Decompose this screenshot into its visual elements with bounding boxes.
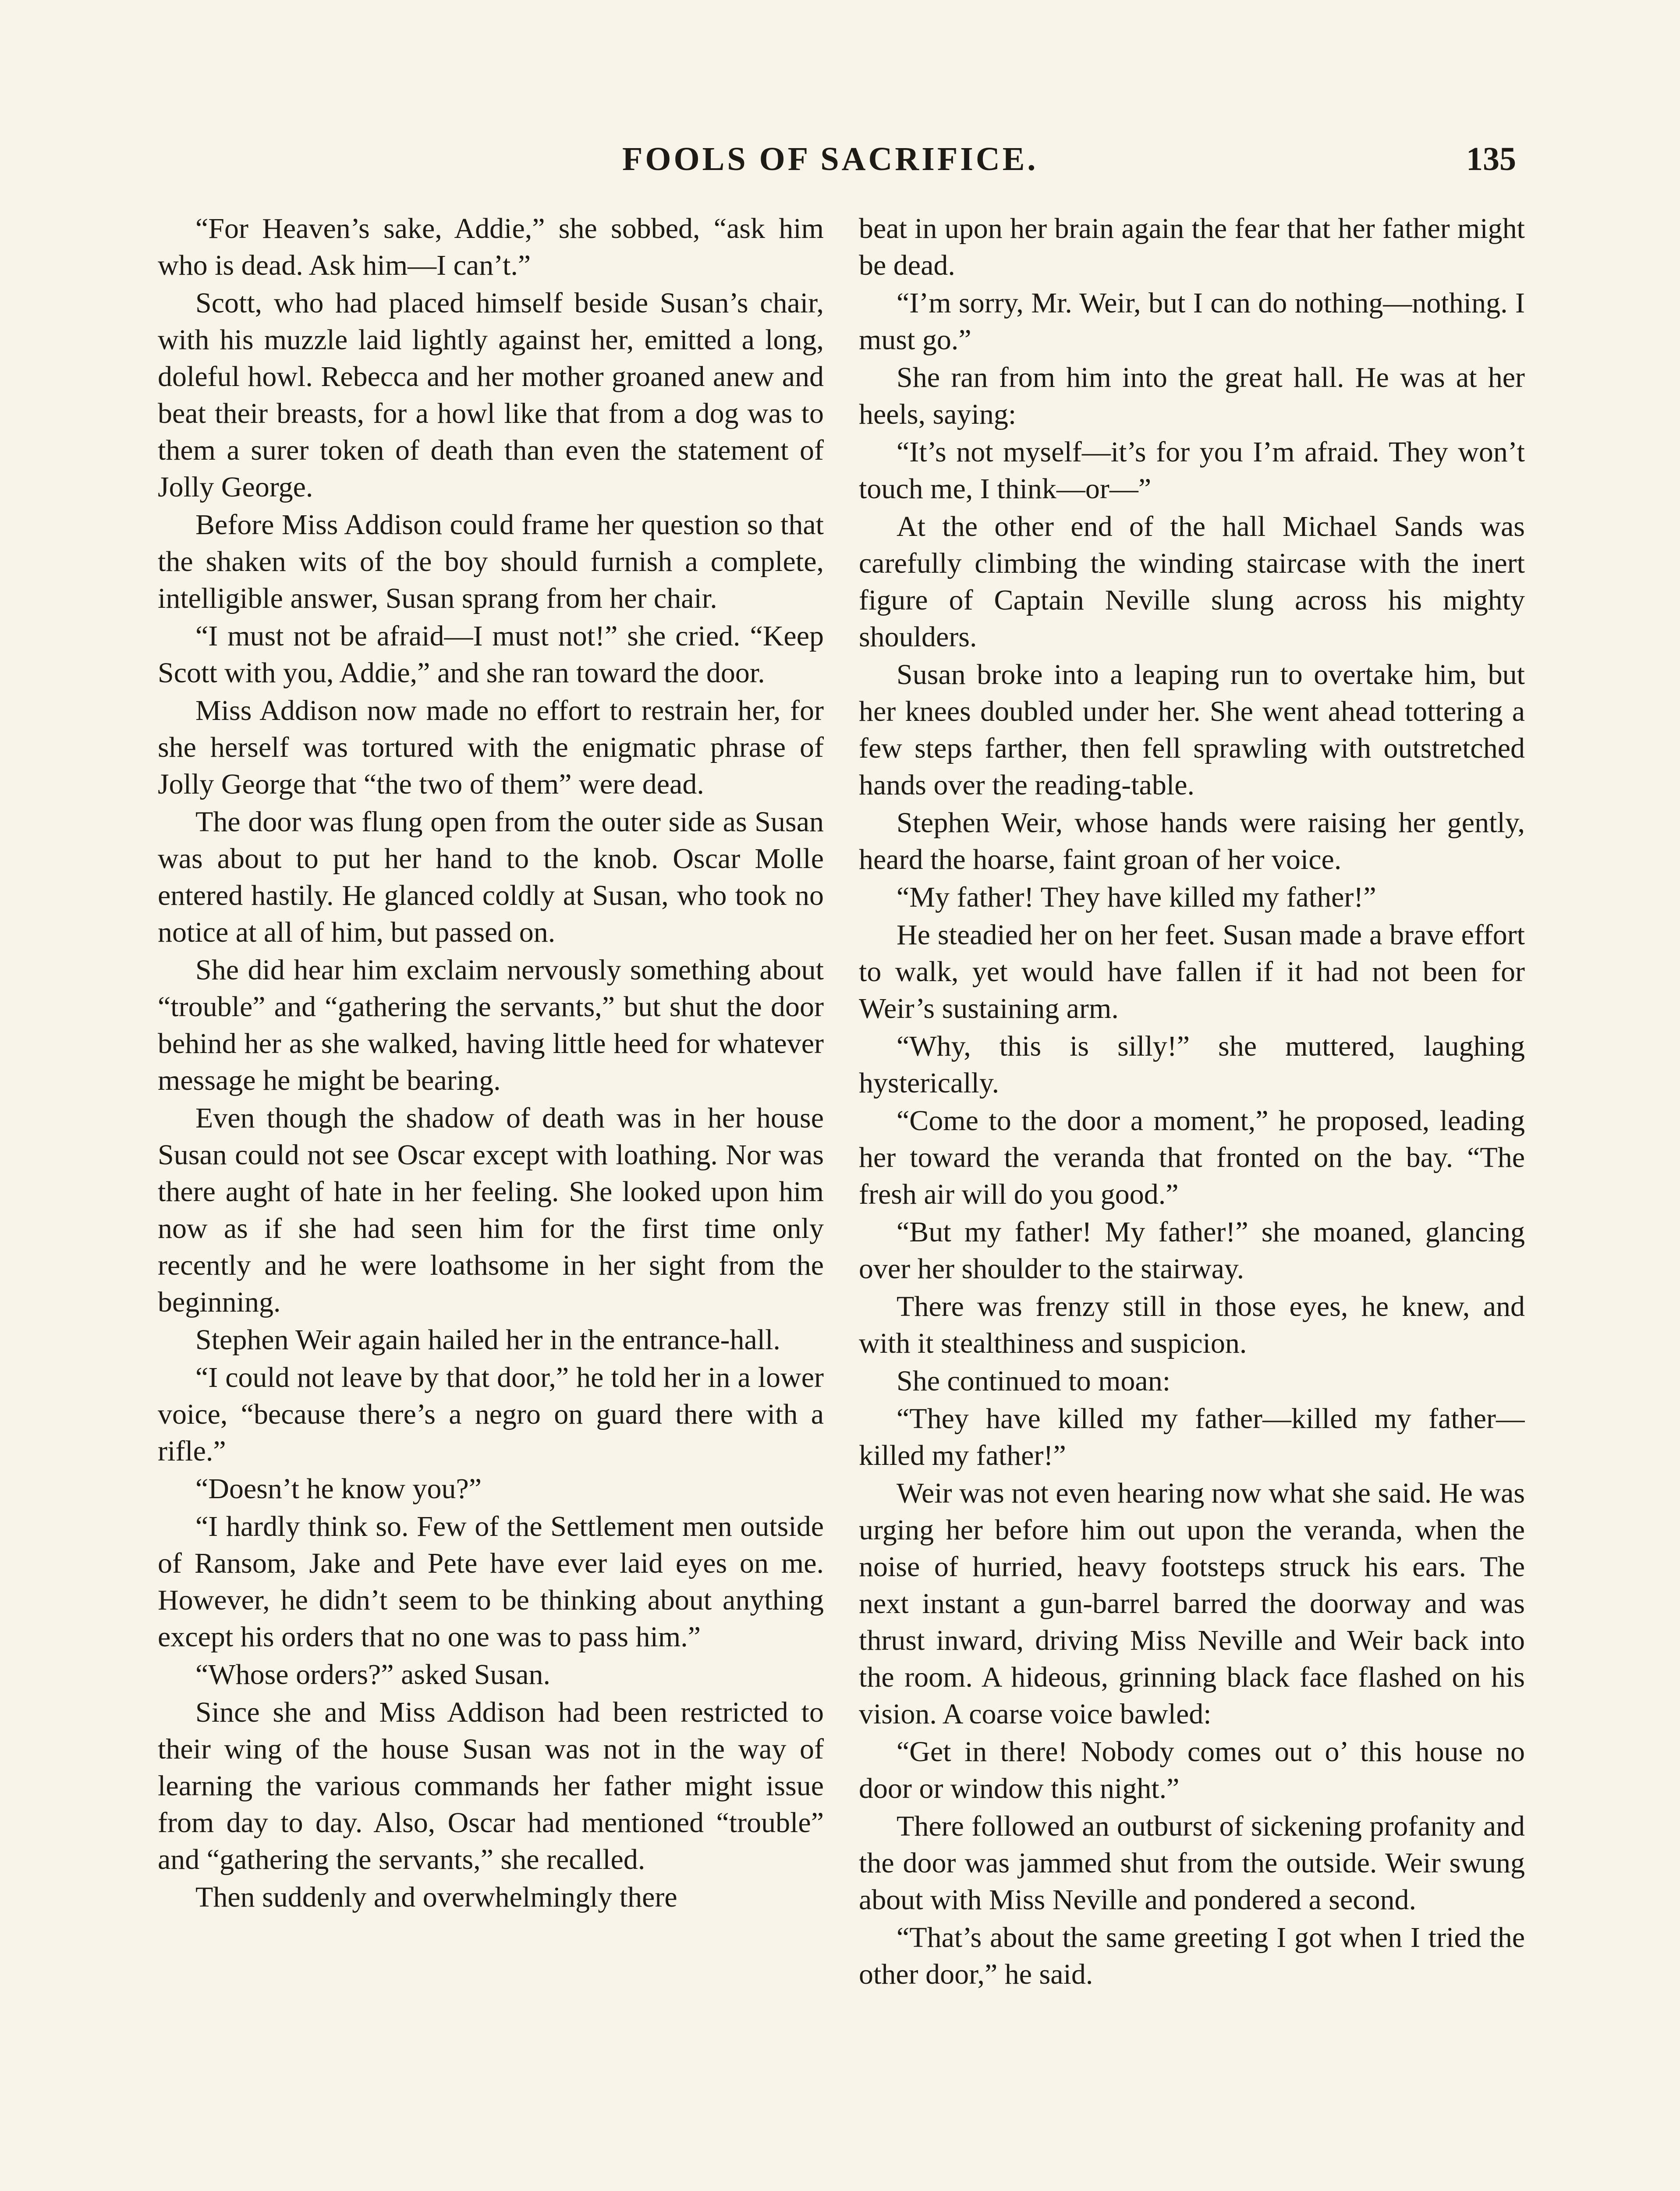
paragraph: “Why, this is silly!” she muttered, laughing hysterically. xyxy=(859,1030,1525,1099)
page-header xyxy=(158,140,1516,193)
running-title: FOOLS OF SACRIFICE. xyxy=(622,141,1038,177)
paragraph: She continued to moan: xyxy=(897,1365,1171,1397)
paragraph: Then suddenly and overwhelmingly there xyxy=(195,1881,677,1913)
paragraph-continued: beat in upon her brain again the fear that her father might be dead. xyxy=(859,213,1525,281)
text-columns xyxy=(158,210,1525,2191)
paragraph: “Get in there! Nobody comes out o’ this house no door or window this night.” xyxy=(859,1736,1525,1805)
paragraph: “I’m sorry, Mr. Weir, but I can do nothing—nothing. I must go.” xyxy=(859,287,1525,356)
paragraph: “I must not be afraid—I must not!” she cried. “Keep Scott with you, Addie,” and she ran toward the door. xyxy=(158,620,824,689)
paragraph: He steadied her on her feet. Susan made a brave effort to walk, yet would have fallen if it had not been for Weir’s sustaining arm. xyxy=(859,919,1525,1025)
paragraph: Scott, who had placed himself beside Susan’s chair, with his muzzle laid lightly against her, emitted a long, doleful howl. Rebecca and her mother groaned anew and beat their breasts, for a howl like that from a dog was to them a surer token of death than even the statement of Jolly George. xyxy=(158,287,824,503)
paragraph: Stephen Weir again hailed her in the entrance-hall. xyxy=(195,1324,780,1356)
paragraph: Susan broke into a leaping run to overtake him, but her knees doubled under her. She went ahead tottering a few steps farther, then fell sprawling with outstretched hands over the reading-table. xyxy=(859,659,1525,801)
left-column xyxy=(158,210,824,2191)
paragraph: “Come to the door a moment,” he proposed, leading her toward the veranda that fronted on the bay. “The fresh air will do you good.” xyxy=(859,1105,1525,1210)
paragraph: Before Miss Addison could frame her question so that the shaken wits of the boy should furnish a complete, intelligible answer, Susan sprang from her chair. xyxy=(158,509,824,614)
paragraph: “Whose orders?” asked Susan. xyxy=(195,1659,551,1691)
paragraph: “But my father! My father!” she moaned, glancing over her shoulder to the stairway. xyxy=(859,1216,1525,1285)
paragraph: Miss Addison now made no effort to restrain her, for she herself was tortured with the enigmatic phrase of Jolly George that “the two of them” were dead. xyxy=(158,695,824,800)
paragraph: There was frenzy still in those eyes, he knew, and with it stealthiness and suspicion. xyxy=(859,1290,1525,1359)
paragraph: “For Heaven’s sake, Addie,” she sobbed, “ask him who is dead. Ask him—I can’t.” xyxy=(158,213,824,281)
paragraph: “That’s about the same greeting I got when I tried the other door,” he said. xyxy=(859,1922,1525,1990)
paragraph: “My father! They have killed my father!” xyxy=(897,881,1376,913)
paragraph: She did hear him exclaim nervously something about “trouble” and “gathering the servants,” but shut the door behind her as she walked, having little heed for whatever message he might be bearing. xyxy=(158,954,824,1096)
paragraph: “They have killed my father—killed my father—killed my father!” xyxy=(859,1403,1525,1471)
paragraph: Even though the shadow of death was in her house Susan could not see Oscar except with loathing. Nor was there aught of hate in her feeling. She looked upon him now as if she had seen him for the first time only recently and he were loathsome in her sight from the beginning. xyxy=(158,1102,824,1318)
page-number: 135 xyxy=(1466,141,1516,177)
paragraph: She ran from him into the great hall. He was at her heels, saying: xyxy=(859,362,1525,430)
paragraph: “It’s not myself—it’s for you I’m afraid. They won’t touch me, I think—or—” xyxy=(859,436,1525,505)
paragraph: “Doesn’t he know you?” xyxy=(195,1473,482,1505)
paragraph: Since she and Miss Addison had been restricted to their wing of the house Susan was not in the way of learning the various commands her father might issue from day to day. Also, Oscar had mentioned “trouble” and “gathering the servants,” she recalled. xyxy=(158,1696,824,1875)
paragraph: At the other end of the hall Michael Sands was carefully climbing the winding staircase with the inert figure of Captain Neville slung across his mighty shoulders. xyxy=(859,511,1525,653)
paragraph: “I hardly think so. Few of the Settlement men outside of Ransom, Jake and Pete have ever laid eyes on me. However, he didn’t seem to be thinking about anything except his orders that no one was to pass him.” xyxy=(158,1510,824,1653)
paragraph: “I could not leave by that door,” he told her in a lower voice, “because there’s a negro on guard there with a rifle.” xyxy=(158,1361,824,1467)
right-column xyxy=(859,210,1525,2191)
paragraph: Weir was not even hearing now what she said. He was urging her before him out upon the veranda, when the noise of hurried, heavy footsteps struck his ears. The next instant a gun-barrel barred the doorway and was thrust inward, driving Miss Neville and Weir back into the room. A hideous, grinning black face flashed on his vision. A coarse voice bawled: xyxy=(859,1477,1525,1730)
paragraph: Stephen Weir, whose hands were raising her gently, heard the hoarse, faint groan of her voice. xyxy=(859,807,1525,876)
paragraph: The door was flung open from the outer side as Susan was about to put her hand to the knob. Oscar Molle entered hastily. He glanced coldly at Susan, who took no notice at all of him, but passed on. xyxy=(158,806,824,948)
paragraph: There followed an outburst of sickening profanity and the door was jammed shut from the outside. Weir swung about with Miss Neville and pondered a second. xyxy=(859,1810,1525,1916)
